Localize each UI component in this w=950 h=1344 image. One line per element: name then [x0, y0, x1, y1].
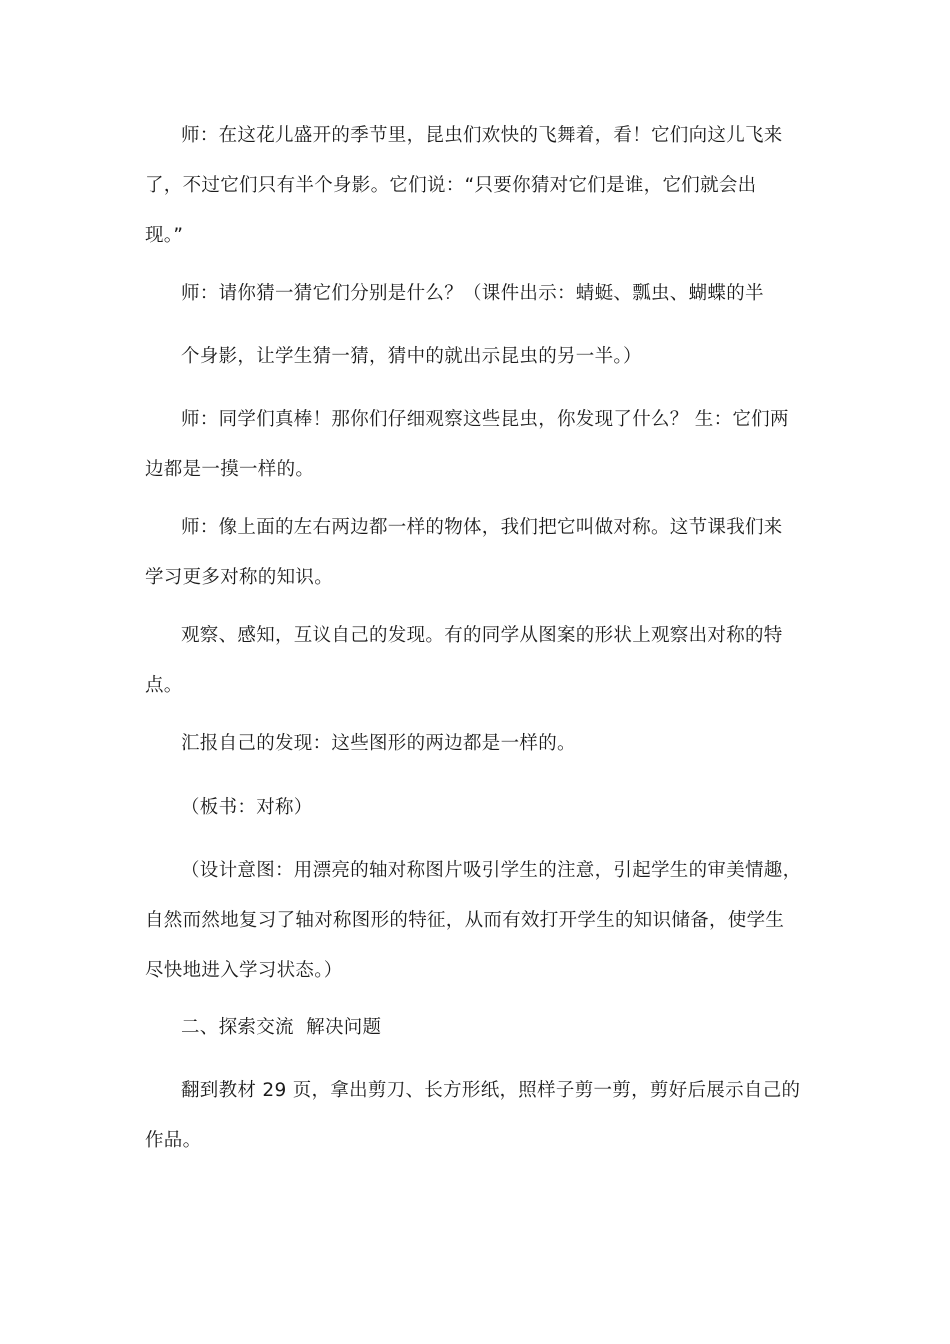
- paragraph-5: [145, 510, 805, 596]
- paragraph-8: [145, 790, 805, 826]
- paragraph-3: [145, 339, 805, 375]
- paragraph-9-line-1: （设计意图：用漂亮的轴对称图片吸引学生的注意，引起学生的审美情趣，: [181, 860, 802, 881]
- paragraph-2: [145, 276, 805, 312]
- paragraph-4: [145, 402, 805, 488]
- paragraph-4-line-2: 边都是一摸一样的。: [145, 459, 315, 480]
- paragraph-7-line-1: 汇报自己的发现：这些图形的两边都是一样的。: [181, 733, 576, 754]
- paragraph-8-line-1: （板书：对称）: [181, 797, 313, 818]
- paragraph-11-line-1: 翻到教材 29 页，拿出剪刀、长方形纸，照样子剪一剪，剪好后展示自己的: [181, 1080, 801, 1101]
- paragraph-4-line-1: 师：同学们真棒！那你们仔细观察这些昆虫，你发现了什么？ 生：它们两: [181, 409, 789, 430]
- paragraph-6: [145, 618, 805, 704]
- section-heading-text: 二、探索交流 解决问题: [181, 1017, 382, 1038]
- paragraph-5-line-2: 学习更多对称的知识。: [145, 567, 334, 588]
- paragraph-11: [145, 1073, 805, 1159]
- paragraph-9-line-2: 自然而然地复习了轴对称图形的特征，从而有效打开学生的知识储备，使学生: [145, 910, 785, 931]
- paragraph-6-line-1: 观察、感知，互议自己的发现。有的同学从图案的形状上观察出对称的特: [181, 625, 783, 646]
- paragraph-6-line-2: 点。: [145, 675, 183, 696]
- paragraph-1: [145, 118, 805, 254]
- paragraph-3-line-1: 个身影，让学生猜一猜，猜中的就出示昆虫的另一半。）: [181, 346, 642, 367]
- paragraph-9-line-3: 尽快地进入学习状态。）: [145, 960, 343, 981]
- paragraph-7: [145, 726, 805, 762]
- paragraph-1-line-2: 了，不过它们只有半个身影。它们说：“只要你猜对它们是谁，它们就会出: [145, 175, 757, 196]
- paragraph-1-line-1: 师：在这花儿盛开的季节里，昆虫们欢快的飞舞着，看！它们向这儿飞来: [181, 125, 783, 146]
- paragraph-1-line-3: 现。”: [145, 225, 184, 246]
- paragraph-2-line-1: 师：请你猜一猜它们分别是什么？（课件出示：蜻蜓、瓢虫、蝴蝶的半: [181, 283, 764, 304]
- paragraph-9: [145, 853, 805, 989]
- paragraph-5-line-1: 师：像上面的左右两边都一样的物体，我们把它叫做对称。这节课我们来: [181, 517, 783, 538]
- section-heading: [145, 1010, 805, 1046]
- paragraph-11-line-2: 作品。: [145, 1130, 202, 1151]
